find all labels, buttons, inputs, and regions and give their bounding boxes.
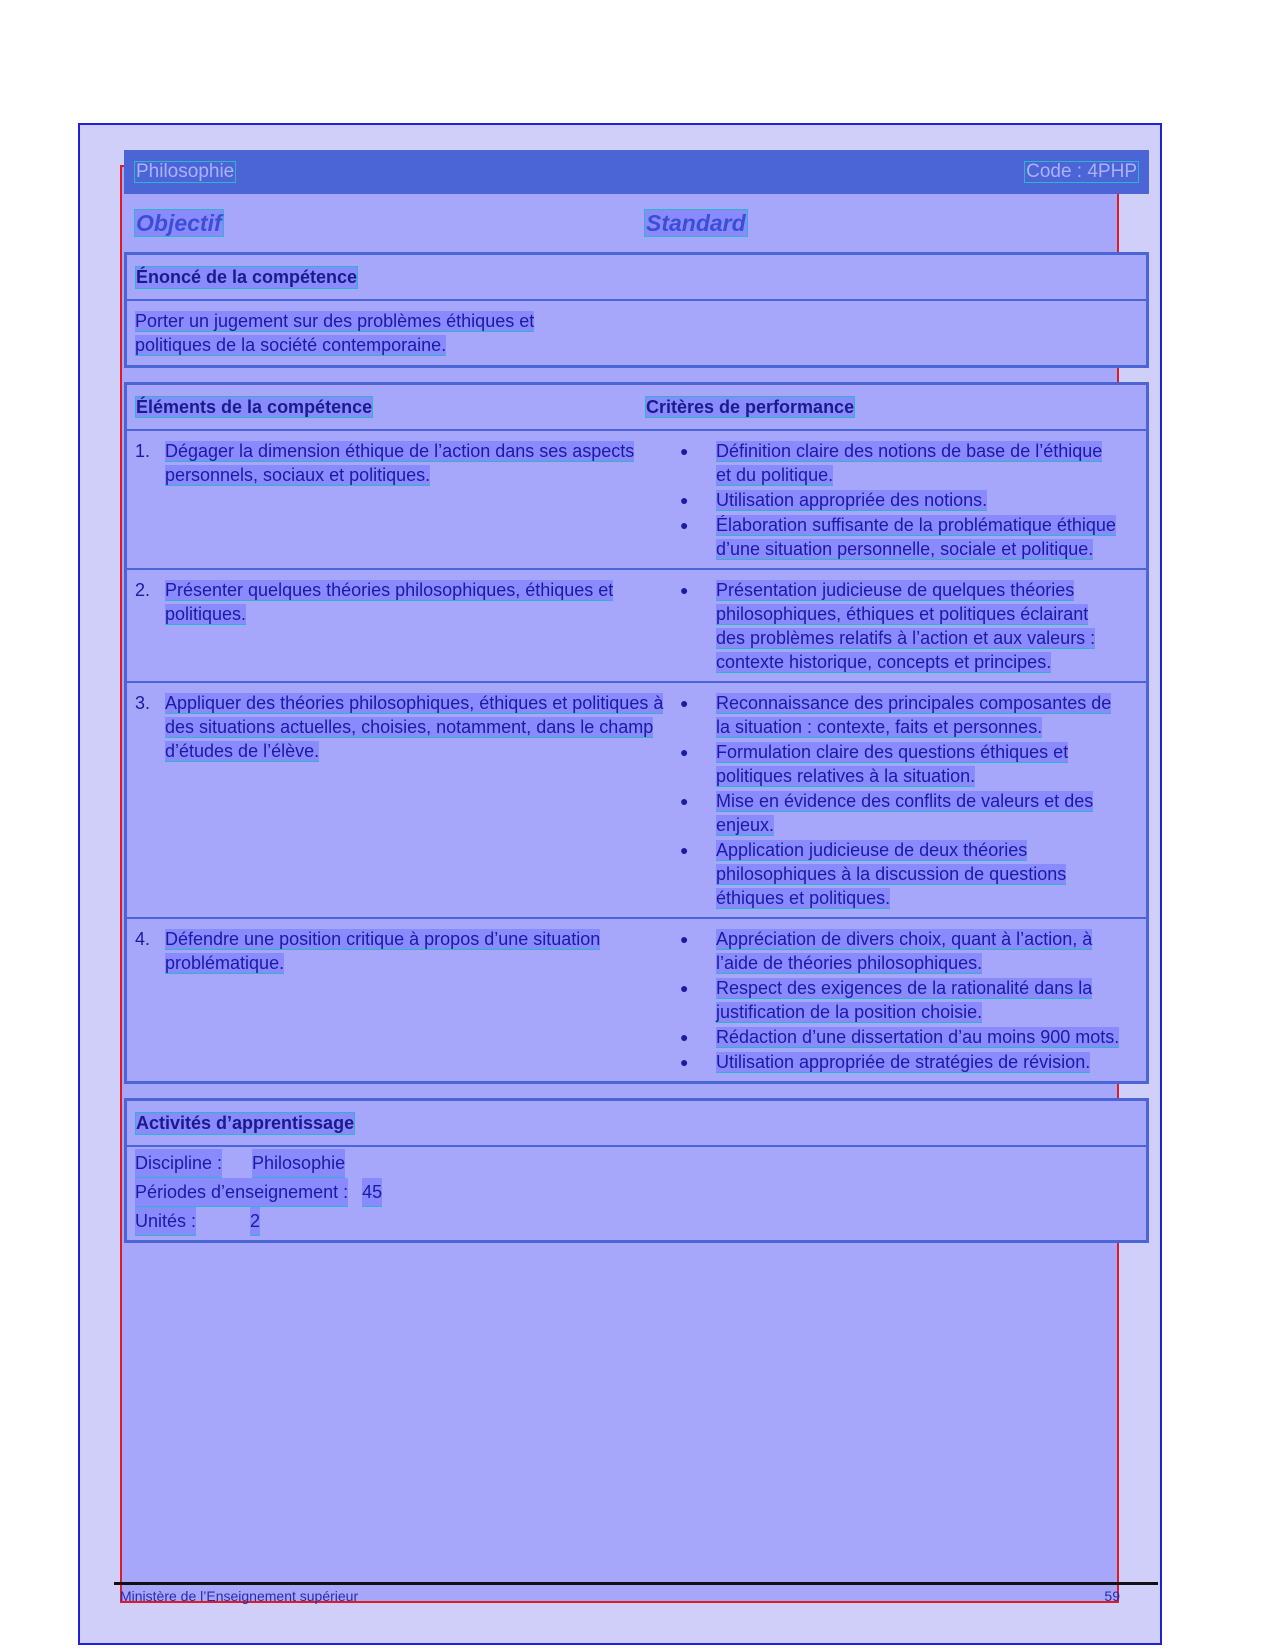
criterion-item [680,740,1138,788]
criterion-item [680,488,1138,512]
criterion-text: Appréciation de divers choix, quant à l’action, à l’aide de théories philosophiques. [716,929,1093,973]
standard-title: Standard [646,209,746,236]
element-row [127,919,1146,1081]
enonce-box [124,252,1149,368]
element-number: 2. [135,580,151,600]
criterion-text: Utilisation appropriée des notions. [716,490,988,510]
activites-heading-row [127,1101,1146,1147]
criterion-text: Utilisation appropriée de stratégies de révision. [716,1052,1091,1072]
criterion-text: Reconnaissance des principales composantes de la situation : contexte, faits et personnes. [716,693,1112,737]
criteria-list [680,578,1138,675]
criteria-list [680,439,1138,562]
subject-label: Philosophie [136,161,235,182]
enonce-heading: Énoncé de la compétence [136,266,358,287]
element-number: 1. [135,441,151,461]
criterion-text: Respect des exigences de la rationalité dans la justification de la position choisie. [716,978,1093,1022]
footer-rule [114,1582,1158,1585]
bullet-icon: ● [680,1054,689,1070]
criteria-list [680,691,1138,911]
objectif-title: Objectif [136,209,222,236]
bullet-icon: ● [680,744,689,760]
elements-heading-row [127,385,1146,431]
criterion-text: Présentation judicieuse de quelques théories philosophiques, éthiques et politiques éclairant des problèmes relatifs à l’action et aux valeurs : contexte historique, concepts et principes. [716,580,1096,672]
element-number: 4. [135,929,151,949]
title-row [124,194,1149,252]
criterion-text: Formulation claire des questions éthiques et politiques relatives à la situation. [716,742,1069,786]
enonce-text: Porter un jugement sur des problèmes éthiques et politiques de la société contemporaine. [135,311,535,355]
bullet-icon: ● [680,443,689,459]
periodes-line [135,1178,1138,1207]
bullet-icon: ● [680,1029,689,1045]
header-bar [124,150,1149,194]
criterion-text: Application judicieuse de deux théories philosophiques à la discussion de questions éthiques et politiques. [716,840,1067,908]
element-text: Appliquer des théories philosophiques, éthiques et politiques à des situations actuelles, choisies, notamment, dans le champ d’études de l’élève. [165,693,664,761]
criterion-text: Élaboration suffisante de la problématique éthique d’une situation personnelle, sociale et politique. [716,515,1116,559]
element-text: Dégager la dimension éthique de l’action dans ses aspects personnels, sociaux et politiques. [165,441,635,485]
footer-ministry: Ministère de l’Enseignement supérieur [120,1588,359,1604]
periodes-label: Périodes d’enseignement : [135,1178,348,1207]
bullet-icon: ● [680,517,689,533]
criteria-list [680,927,1138,1075]
bullet-icon: ● [680,695,689,711]
criterion-item [680,927,1138,975]
element-text: Présenter quelques théories philosophiques, éthiques et politiques. [165,580,614,624]
discipline-label: Discipline : [135,1149,222,1178]
criterion-text: Mise en évidence des conflits de valeurs et des enjeux. [716,791,1094,835]
criteria-heading: Critères de performance [646,396,855,417]
criterion-item [680,691,1138,739]
element-row [127,683,1146,919]
periodes-value: 45 [362,1178,382,1207]
criterion-item [680,976,1138,1024]
criterion-item [680,1050,1138,1074]
criterion-item [680,513,1138,561]
criterion-item [680,789,1138,837]
unites-line [135,1207,1138,1236]
criterion-item [680,1025,1138,1049]
criterion-item [680,578,1138,674]
document-content [124,150,1149,1257]
bullet-icon: ● [680,980,689,996]
bullet-icon: ● [680,842,689,858]
element-text: Défendre une position critique à propos d’une situation problématique. [165,929,601,973]
course-code: Code : 4PHP [1026,161,1137,182]
element-number: 3. [135,693,151,713]
page-footer [120,1588,1120,1604]
unites-label: Unités : [135,1207,196,1236]
bullet-icon: ● [680,931,689,947]
elements-heading: Éléments de la compétence [136,396,373,417]
bullet-icon: ● [680,793,689,809]
bullet-icon: ● [680,492,689,508]
elements-box [124,382,1149,1084]
criterion-item [680,439,1138,487]
unites-value: 2 [250,1207,260,1236]
element-rows [127,431,1146,1081]
criterion-text: Rédaction d’une dissertation d’au moins 900 mots. [716,1027,1120,1047]
discipline-line [135,1149,1138,1178]
criterion-item [680,838,1138,910]
discipline-value: Philosophie [252,1149,345,1178]
page-number: 59 [1104,1588,1120,1604]
enonce-heading-row [127,255,1146,301]
criterion-text: Définition claire des notions de base de l’éthique et du politique. [716,441,1103,485]
activites-box [124,1098,1149,1243]
bullet-icon: ● [680,582,689,598]
element-row [127,570,1146,683]
element-row [127,431,1146,570]
activites-heading: Activités d’apprentissage [136,1112,355,1133]
